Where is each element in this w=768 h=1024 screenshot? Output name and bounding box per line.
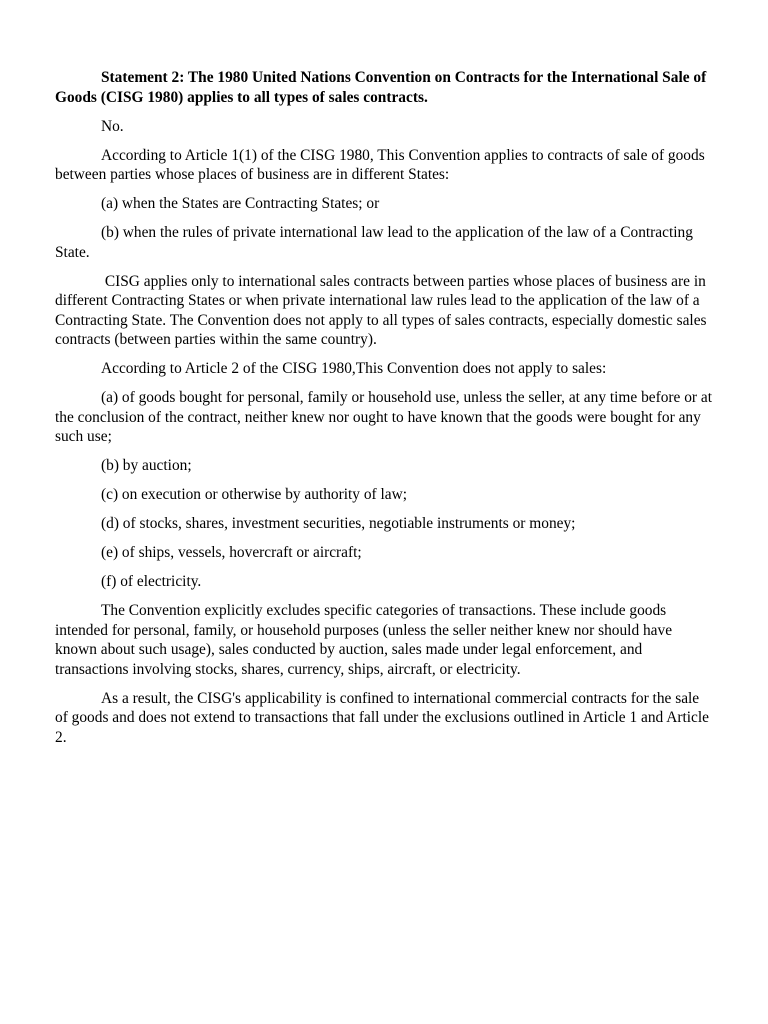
article-2-paragraph: According to Article 2 of the CISG 1980,This Convention does not apply to sales: [101,360,607,377]
statement-heading: Statement 2: The 1980 United Nations Convention on Contracts for the International Sale of Goods (CISG 1980) applies to all types of sales contracts. [55,69,707,106]
answer-paragraph: No. [101,117,124,135]
article-1-item-b: (b) when the rules of private international law lead to the application of the law of a Contracting State. [55,224,693,261]
article-2-item-b: (b) by auction; [101,457,192,474]
article-2-item-f: (f) of electricity. [101,573,202,590]
article-2-item-e: (e) of ships, vessels, hovercraft or aircraft; [101,544,362,561]
conclusion-paragraph: As a result, the CISG's applicability is confined to international commercial contracts for the sale of goods and does not extend to transactions that fall under the exclusions outlined in Article 1 and Article 2. [55,689,709,746]
article-2-item-c: (c) on execution or otherwise by authority of law; [101,486,408,503]
document-page [55,68,712,757]
article-2-item-d: (d) of stocks, shares, investment securities, negotiable instruments or money; [101,515,576,532]
article-1-item-a: (a) when the States are Contracting States; or [101,195,380,212]
cisg-scope-paragraph: CISG applies only to international sales contracts between parties whose places of business are in different Contracting States or when private international law rules lead to the application of the law of a Contracting State. The Convention does not apply to all types of sales contracts, especially domestic sales contracts (between parties within the same country). [55,272,711,348]
article-2-item-a: (a) of goods bought for personal, family or household use, unless the seller, at any time before or at the conclusion of the contract, neither knew nor ought to have known that the goods were bought for any such use; [55,389,712,445]
article-1-paragraph: According to Article 1(1) of the CISG 1980, This Convention applies to contracts of sale of goods between parties whose places of business are in different States: [55,146,705,183]
exclusions-paragraph: The Convention explicitly excludes specific categories of transactions. These include goods intended for personal, family, or household purposes (unless the seller neither knew nor should have known about such usage), sales conducted by auction, sales made under legal enforcement, and transactions involving stocks, shares, currency, ships, aircraft, or electricity. [55,602,673,678]
